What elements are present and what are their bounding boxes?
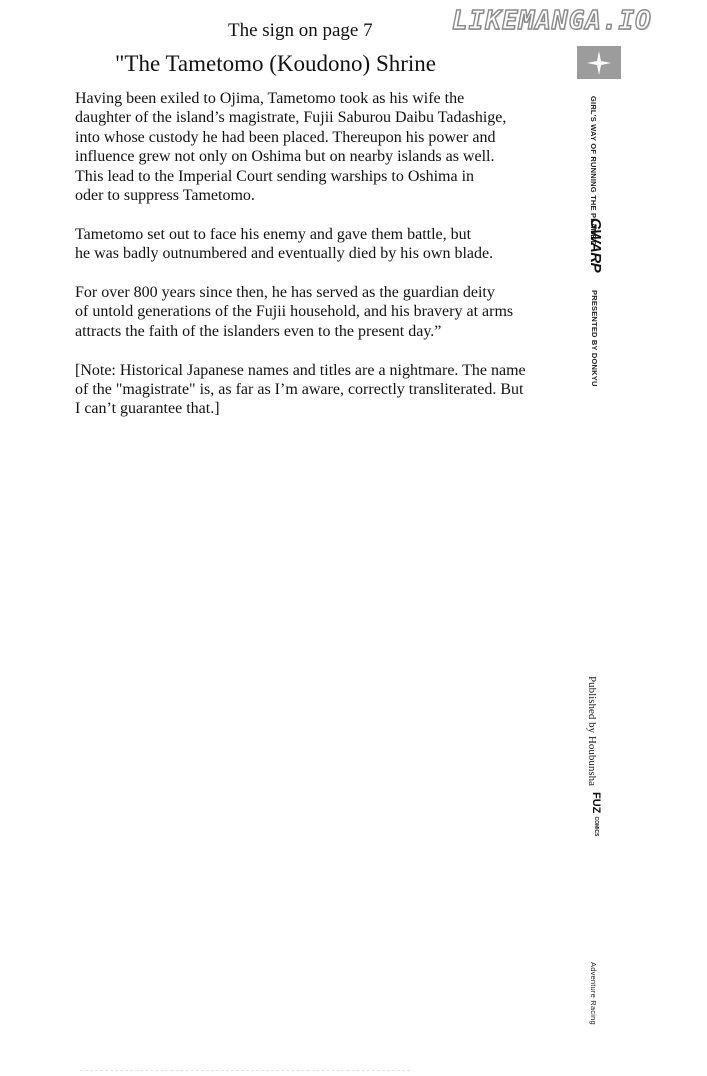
bottom-divider xyxy=(80,1070,410,1071)
gwarp-logo: GWARP xyxy=(587,218,604,273)
paragraph-deity xyxy=(75,283,565,341)
text-line: [Note: Historical Japanese names and titles are a nightmare. The name xyxy=(75,361,526,379)
genre-label: Adventure Racing xyxy=(589,962,598,1025)
text-line: influence grew not only on Oshima but on nearby islands as well. xyxy=(75,148,495,166)
page-title: "The Tametomo (Koudono) Shrine xyxy=(115,51,436,76)
text-line: oder to suppress Tametomo. xyxy=(75,187,255,205)
text-line: I can’t guarantee that.] xyxy=(75,400,220,418)
paragraph-exile xyxy=(75,89,565,205)
site-watermark: LIKEMANGA.IO xyxy=(452,6,652,36)
body-text xyxy=(75,89,565,438)
series-tagline: GIRL'S WAY OF RUNNING THE PLANET. xyxy=(589,96,598,246)
text-line: of untold generations of the Fujii household, and his bravery at arms xyxy=(75,303,514,321)
text-line: Tametomo set out to face his enemy and gave them battle, but xyxy=(75,225,472,243)
page-heading: The sign on page 7 xyxy=(228,20,373,41)
text-line: For over 800 years since then, he has served as the guardian deity xyxy=(75,284,495,302)
text-line: Having been exiled to Ojima, Tametomo took as his wife the xyxy=(75,90,465,107)
text-line: into whose custody he had been placed. Thereupon his power and xyxy=(75,128,496,146)
text-line: attracts the faith of the islanders even to the present day.” xyxy=(75,322,442,340)
right-margin-strip xyxy=(565,0,707,1076)
presented-by: PRESENTED BY DONKYU xyxy=(590,290,599,387)
paragraph-translator-note xyxy=(75,361,565,419)
fuz-logo-text: FUZ xyxy=(590,792,602,814)
star-icon-box xyxy=(577,46,621,79)
text-line: daughter of the island’s magistrate, Fujii Saburou Daibu Tadashige, xyxy=(75,109,507,127)
text-line: of the "magistrate" is, as far as I’m aware, correctly transliterated. But xyxy=(75,381,524,399)
text-line: This lead to the Imperial Court sending warships to Oshima in xyxy=(75,167,475,185)
publisher-credit: Published by Houbunsha xyxy=(586,676,598,786)
paragraph-battle xyxy=(75,225,565,264)
star-icon xyxy=(586,50,612,76)
fuz-logo-sub: COMICS xyxy=(593,816,599,837)
text-line: he was badly outnumbered and eventually died by his own blade. xyxy=(75,245,494,263)
fuz-logo xyxy=(590,792,602,836)
